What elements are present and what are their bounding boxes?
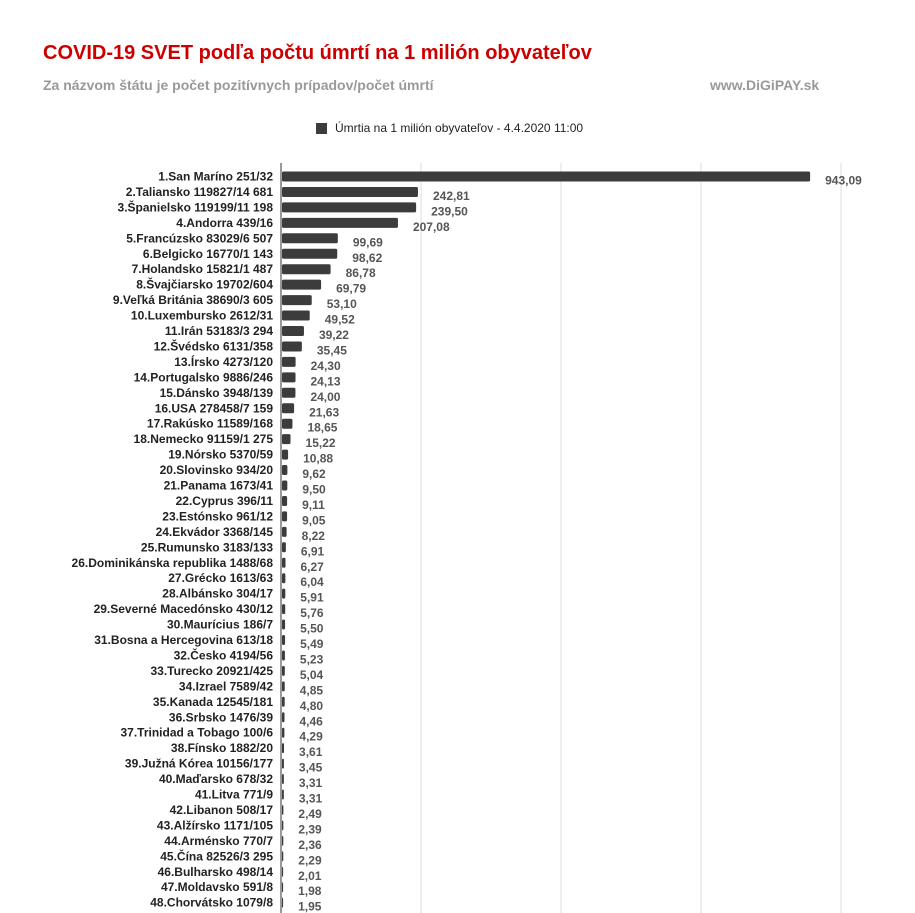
data-label: 5,04 (299, 667, 324, 682)
category-label: 46.Bulharsko 498/14 (157, 864, 273, 879)
data-label: 24,30 (310, 358, 341, 373)
data-label: 2,36 (298, 837, 322, 852)
category-label: 10.Luxembursko 2612/31 (130, 308, 273, 323)
data-label: 8,22 (301, 528, 325, 543)
bar (282, 589, 285, 599)
data-label: 5,23 (299, 652, 324, 667)
category-label: 48.Chorvátsko 1079/8 (150, 895, 273, 910)
data-label: 69,79 (336, 281, 367, 296)
bar (282, 728, 284, 738)
category-label: 1.San Maríno 251/32 (158, 169, 273, 184)
bar (282, 202, 416, 212)
data-label: 2,29 (298, 853, 322, 868)
category-label: 16.USA 278458/7 159 (154, 401, 273, 416)
bar (282, 573, 285, 583)
category-label: 4.Andorra 439/16 (176, 215, 273, 230)
data-label: 3,45 (298, 760, 323, 775)
data-label: 53,10 (326, 297, 357, 312)
category-label: 18.Nemecko 91159/1 275 (133, 432, 273, 447)
data-label: 2,49 (298, 806, 322, 821)
data-label: 5,76 (300, 606, 324, 621)
category-label: 13.Írsko 4273/120 (174, 354, 273, 369)
bar (282, 851, 283, 861)
category-label: 32.Česko 4194/56 (173, 648, 273, 663)
bar (282, 790, 284, 800)
category-label: 37.Trinidad a Tobago 100/6 (120, 725, 273, 740)
category-label: 28.Albánsko 304/17 (162, 586, 273, 601)
data-label: 239,50 (431, 204, 468, 219)
bar (282, 820, 283, 830)
bar (282, 187, 418, 197)
bar (282, 403, 294, 413)
bar (282, 465, 287, 475)
data-label: 99,69 (352, 235, 383, 250)
category-label: 20.Slovinsko 934/20 (159, 463, 273, 478)
data-label: 242,81 (432, 188, 470, 203)
data-label: 5,91 (300, 590, 324, 605)
bar (282, 218, 398, 228)
data-label: 9,11 (302, 497, 325, 512)
category-label: 9.Veľká Británia 38690/3 605 (112, 293, 273, 308)
category-label: 26.Dominikánska republika 1488/68 (71, 555, 273, 570)
data-label: 49,52 (324, 312, 355, 327)
chart-title: COVID-19 SVET podľa počtu úmrtí na 1 milión obyvateľov (43, 42, 592, 64)
category-label: 41.Litva 771/9 (194, 787, 273, 802)
category-label: 31.Bosna a Hercegovina 613/18 (94, 633, 273, 647)
bar (282, 295, 312, 305)
data-label: 18,65 (307, 420, 338, 435)
category-label: 11.Irán 53183/3 294 (164, 324, 273, 338)
data-label: 21,63 (309, 405, 340, 420)
bar (282, 650, 285, 660)
bar (282, 496, 287, 506)
category-label: 23.Estónsko 961/12 (162, 509, 273, 524)
bar (282, 774, 284, 784)
category-label: 36.Srbsko 1476/39 (168, 710, 273, 725)
bar (282, 666, 285, 676)
data-label: 3,61 (299, 745, 323, 760)
category-label: 19.Nórsko 5370/59 (168, 447, 273, 462)
category-label: 40.Maďarsko 678/32 (158, 772, 273, 787)
bar (282, 681, 285, 691)
data-label: 9,50 (302, 482, 326, 497)
category-label: 21.Panama 1673/41 (163, 478, 273, 493)
bar (282, 635, 285, 645)
bar (282, 249, 337, 259)
bar (282, 604, 285, 614)
category-label: 33.Turecko 20921/425 (150, 663, 273, 678)
bar (282, 311, 310, 321)
data-label: 4,46 (299, 714, 323, 729)
data-label: 2,39 (298, 822, 322, 837)
data-label: 3,31 (298, 776, 323, 791)
category-label: 12.Švédsko 6131/358 (153, 339, 273, 354)
category-label: 6.Belgicko 16770/1 143 (142, 246, 273, 261)
data-label: 2,01 (298, 868, 322, 883)
bar (282, 481, 287, 491)
category-label: 24.Ekvádor 3368/145 (155, 524, 273, 539)
data-label: 1,98 (298, 884, 322, 899)
data-label: 9,62 (302, 467, 326, 482)
data-label: 943,09 (825, 173, 862, 188)
data-label: 5,50 (300, 621, 324, 636)
category-label: 45.Čína 82526/3 295 (160, 849, 273, 864)
category-label: 25.Rumunsko 3183/133 (140, 540, 273, 555)
data-label: 86,78 (345, 266, 376, 281)
data-label: 4,29 (299, 729, 323, 744)
data-label: 15,22 (305, 436, 336, 451)
category-label: 3.Španielsko 119199/11 198 (117, 200, 273, 215)
data-label: 4,80 (299, 698, 324, 713)
data-label: 5,49 (300, 637, 324, 651)
category-label: 29.Severné Macedónsko 430/12 (93, 602, 273, 617)
bar (282, 450, 288, 460)
category-label: 5.Francúzsko 83029/6 507 (126, 231, 273, 246)
bar (282, 511, 287, 521)
category-label: 2.Taliansko 119827/14 681 (125, 184, 273, 199)
bar (282, 233, 338, 243)
category-label: 44.Arménsko 770/7 (164, 833, 273, 848)
data-label: 24,00 (310, 389, 341, 404)
data-label: 6,91 (300, 544, 325, 559)
bar (282, 372, 296, 382)
category-label: 35.Kanada 12545/181 (152, 694, 273, 709)
bar (282, 805, 283, 815)
data-label: 1,95 (298, 899, 322, 913)
data-label: 39,22 (318, 328, 349, 342)
bar (282, 326, 304, 336)
bar (282, 712, 284, 722)
bar (282, 172, 810, 182)
category-label: 15.Dánsko 3948/139 (159, 385, 273, 400)
category-label: 14.Portugalsko 9886/246 (133, 370, 273, 385)
category-label: 7.Holandsko 15821/1 487 (131, 262, 273, 277)
category-label: 38.Fínsko 1882/20 (170, 741, 273, 756)
category-label: 30.Maurícius 186/7 (166, 617, 273, 632)
bar (282, 434, 291, 444)
category-label: 43.Alžírsko 1171/105 (156, 818, 273, 833)
bar (282, 419, 292, 429)
bar (282, 527, 287, 537)
bar (282, 836, 283, 846)
bar (282, 388, 295, 398)
data-label: 4,85 (299, 683, 324, 698)
category-label: 17.Rakúsko 11589/168 (146, 416, 273, 431)
chart-subtitle: Za názvom štátu je počet pozitívnych prípadov/počet úmrtí (43, 77, 434, 93)
category-label: 27.Grécko 1613/63 (168, 571, 273, 586)
bar (282, 743, 284, 753)
category-label: 8.Švajčiarsko 19702/604 (136, 277, 273, 292)
category-label: 42.Libanon 508/17 (169, 802, 273, 817)
bar (282, 759, 284, 769)
bar (282, 264, 331, 274)
bar (282, 558, 286, 568)
data-label: 207,08 (412, 219, 450, 234)
bar (282, 542, 286, 552)
data-label: 10,88 (303, 451, 334, 466)
legend-label: Úmrtia na 1 milión obyvateľov - 4.4.2020 11:00 (335, 121, 584, 135)
bar (282, 898, 283, 908)
bar (282, 867, 283, 877)
category-label: 22.Cyprus 396/11 (175, 493, 273, 508)
data-label: 6,27 (300, 559, 324, 574)
data-label: 6,04 (300, 575, 324, 590)
category-label: 47.Moldavsko 591/8 (160, 880, 273, 895)
data-label: 9,05 (302, 513, 326, 528)
category-label: 34.Izrael 7589/42 (178, 679, 273, 694)
bar (282, 280, 321, 290)
data-label: 24,13 (310, 374, 341, 389)
category-label: 39.Južná Kórea 10156/177 (124, 756, 273, 771)
bar (282, 620, 285, 630)
bar (282, 357, 296, 367)
data-label: 3,31 (298, 791, 323, 806)
bar (282, 697, 285, 707)
data-label: 35,45 (316, 343, 347, 358)
data-label: 98,62 (352, 250, 383, 265)
source-label: www.DiGiPAY.sk (710, 77, 820, 93)
bar (282, 341, 302, 351)
bar (282, 882, 283, 892)
